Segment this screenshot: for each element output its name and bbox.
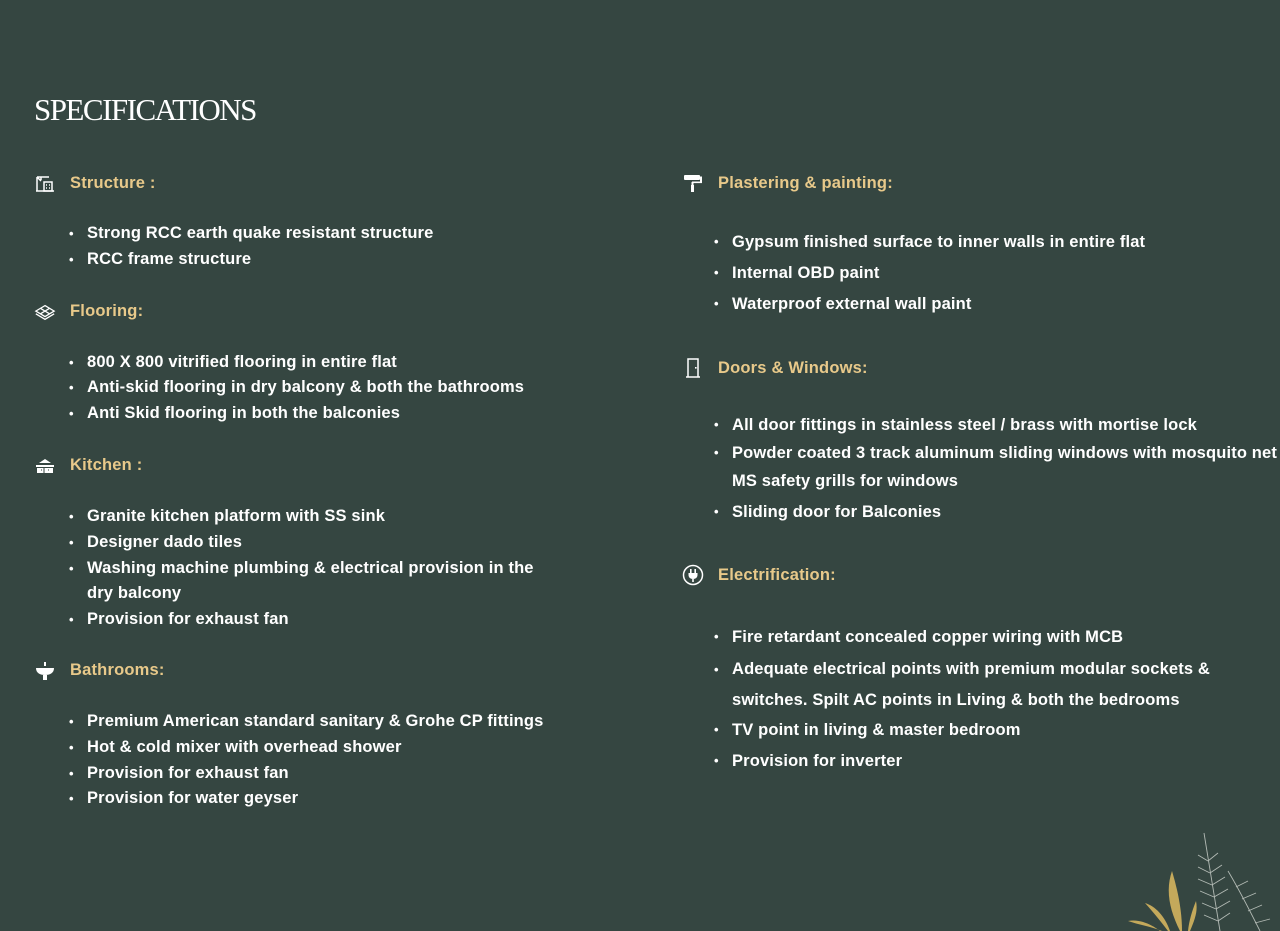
- list-item: • Sliding door for Balconies: [714, 498, 1280, 526]
- section-doors-windows: [682, 355, 1280, 526]
- spec-list: [714, 228, 1280, 318]
- spec-list: [69, 350, 594, 427]
- list-item: • All door fittings in stainless steel / brass with mortise lock: [714, 411, 1280, 439]
- paint-roller-icon: [682, 172, 704, 194]
- list-item: • Provision for water geyser: [69, 786, 594, 812]
- list-item: • TV point in living & master bedroom: [714, 716, 1280, 744]
- list-item: • RCC frame structure: [69, 247, 594, 273]
- spec-list: [69, 504, 594, 633]
- list-item: • Provision for inverter: [714, 747, 1280, 775]
- list-item: • Strong RCC earth quake resistant structure: [69, 221, 594, 247]
- section-title: Doors & Windows:: [718, 358, 868, 377]
- list-item: • Fire retardant concealed copper wiring with MCB: [714, 623, 1280, 651]
- door-icon: [682, 357, 704, 379]
- list-item: • 800 X 800 vitrified flooring in entire flat: [69, 350, 594, 376]
- section-header: [34, 170, 594, 196]
- section-header: [34, 299, 594, 325]
- section-header: [682, 355, 1280, 381]
- floor-tiles-icon: [34, 301, 56, 323]
- list-item: • Waterproof external wall paint: [714, 290, 1280, 318]
- list-item: • Premium American standard sanitary & Grohe CP fittings: [69, 709, 594, 735]
- section-title: Flooring:: [70, 302, 144, 321]
- section-header: [34, 453, 594, 479]
- kitchen-icon: [34, 455, 56, 477]
- section-title: Plastering & painting:: [718, 173, 893, 192]
- plug-icon: [682, 564, 704, 586]
- list-item: • Washing machine plumbing & electrical provision in the dry balcony: [69, 556, 557, 608]
- section-bathrooms: [34, 658, 594, 812]
- spec-list: [714, 623, 1280, 775]
- section-title: Bathrooms:: [70, 661, 165, 680]
- list-item: • Powder coated 3 track aluminum sliding windows with mosquito net MS safety grills for windows: [714, 439, 1277, 495]
- list-item: • Provision for exhaust fan: [69, 761, 594, 787]
- section-title: Structure :: [70, 173, 156, 192]
- list-item: • Designer dado tiles: [69, 530, 594, 556]
- list-item: • Granite kitchen platform with SS sink: [69, 504, 594, 530]
- spec-list: [69, 709, 594, 812]
- washbasin-icon: [34, 660, 56, 682]
- section-header: [682, 170, 1280, 196]
- list-item: • Provision for exhaust fan: [69, 607, 594, 633]
- spec-list: [69, 221, 594, 273]
- section-header: [34, 658, 594, 684]
- list-item: • Hot & cold mixer with overhead shower: [69, 735, 594, 761]
- section-header: [682, 562, 1280, 588]
- list-item: • Adequate electrical points with premium modular sockets & switches. Spilt AC points in Living & both the bedrooms: [714, 654, 1252, 716]
- list-item: • Internal OBD paint: [714, 259, 1280, 287]
- right-column: [682, 170, 1280, 775]
- section-electrification: [682, 562, 1280, 775]
- crane-building-icon: [34, 172, 56, 194]
- list-item: • Gypsum finished surface to inner walls in entire flat: [714, 228, 1280, 256]
- section-kitchen: [34, 453, 594, 633]
- left-column: [34, 170, 594, 812]
- leaf-decoration: [1110, 831, 1280, 931]
- list-item: • Anti-skid flooring in dry balcony & both the bathrooms: [69, 375, 594, 401]
- section-plastering: [682, 170, 1280, 318]
- list-item: • Anti Skid flooring in both the balconies: [69, 401, 594, 427]
- section-title: Electrification:: [718, 565, 836, 584]
- section-flooring: [34, 299, 594, 427]
- section-title: Kitchen :: [70, 456, 143, 475]
- spec-list: [714, 411, 1280, 526]
- section-structure: [34, 170, 594, 273]
- page-title: SPECIFICATIONS: [34, 92, 256, 127]
